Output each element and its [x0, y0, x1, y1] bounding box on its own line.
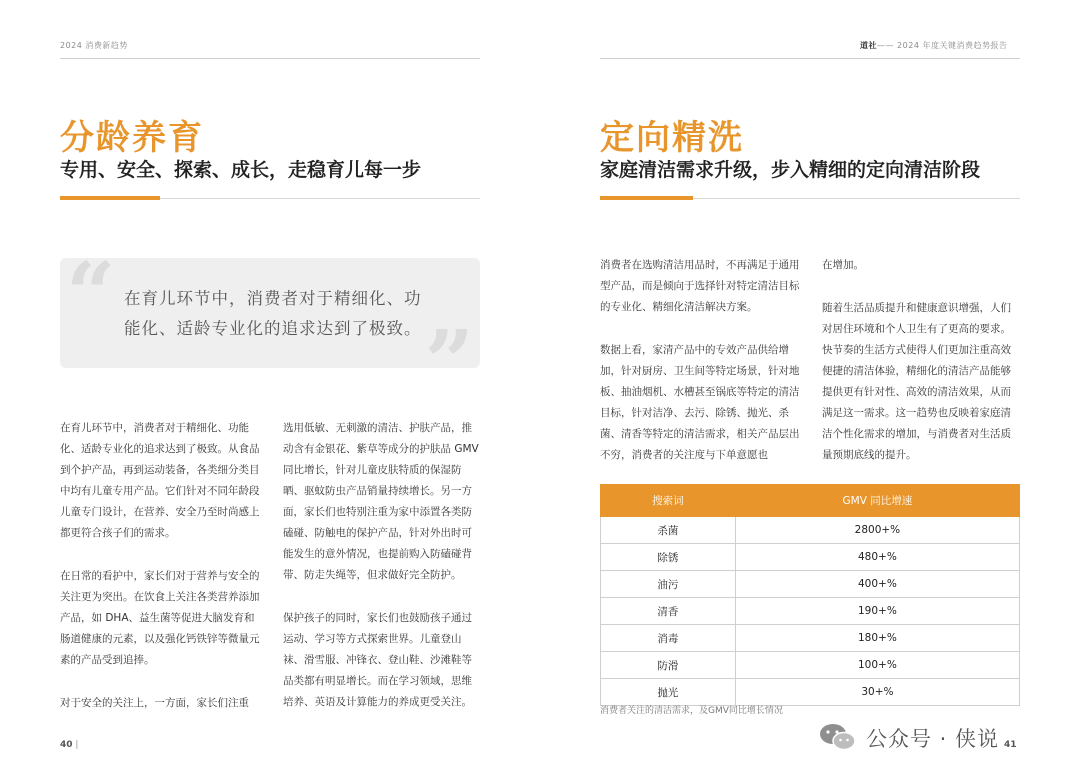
table-cell: 油污 [601, 571, 736, 598]
left-header-rule [60, 58, 480, 59]
table-row [601, 679, 1020, 706]
table-cell: 480+% [735, 544, 1019, 571]
right-section-subtitle: 家庭清洁需求升级，步入精细的定向清洁阶段 [600, 159, 981, 181]
table-cell: 防滑 [601, 652, 736, 679]
left-title-rule [160, 198, 480, 199]
table-cell: 400+% [735, 571, 1019, 598]
column-header: GMV 同比增速 [735, 485, 1019, 517]
open-quote-icon: “ [66, 244, 116, 345]
paragraph: 在增加。 [822, 259, 864, 271]
wechat-icon [818, 722, 858, 752]
right-column-2 [822, 255, 1020, 466]
gmv-table-wrapper [600, 484, 1020, 706]
table-cell: 180+% [735, 625, 1019, 652]
paragraph: 选用低敏、无刺激的清洁、护肤产品，推动含有金银花、紫草等成分的护肤品 GMV 同比增长，针对儿童皮肤特质的保湿防晒、驱蚊防虫产品销量持续增长。另一方面，家长们也特别注重为家中添置各类防磕碰、防触电的保护产品，针对外出时可能发生的意外情况，也提前购入防磕碰背带、防走失绳等，但求做好完全防护。 [283, 422, 479, 581]
table-cell: 消毒 [601, 625, 736, 652]
gmv-growth-table [600, 484, 1020, 706]
table-row [601, 652, 1020, 679]
column-header: 搜索词 [601, 485, 736, 517]
watermark-text: 公众号 · 侠说 [866, 727, 1000, 751]
paragraph: 数据上看，家清产品中的专效产品供给增加，针对厨房、卫生间等特定场景，针对地板、抽油烟机、水槽甚至锅底等特定的清洁目标，针对洁净、去污、除锈、抛光、杀菌、清香等特定的清洁需求，相关产品层出不穷，消费者的关注度与下单意愿也 [600, 344, 800, 461]
table-row [601, 571, 1020, 598]
table-cell: 杀菌 [601, 517, 736, 544]
right-accent-bar [600, 196, 693, 200]
right-column-1 [600, 255, 800, 466]
left-section-subtitle: 专用、安全、探索、成长，走稳育儿每一步 [60, 159, 422, 181]
table-row [601, 517, 1020, 544]
right-section-title: 定向精洗 [600, 118, 744, 158]
paragraph: 消费者在选购清洁用品时，不再满足于通用型产品，而是倾向于选择针对特定清洁目标的专业化、精细化清洁解决方案。 [600, 259, 800, 313]
left-section-title: 分龄养育 [60, 118, 204, 158]
paragraph: 随着生活品质提升和健康意识增强，人们对居住环境和个人卫生有了更高的要求。快节奏的生活方式使得人们更加注重高效便捷的清洁体验，精细化的清洁产品能够提供更有针对性、高效的清洁效果，从而满足这一需求。这一趋势也反映着家庭清洁个性化需求的增加，与消费者对生活质量预期底线的提升。 [822, 302, 1011, 461]
table-cell: 100+% [735, 652, 1019, 679]
table-cell: 清香 [601, 598, 736, 625]
page-number: 40 [60, 740, 73, 750]
right-page-number: 41 [1004, 740, 1017, 750]
left-running-header: 2024 消费新趋势 [60, 41, 128, 50]
right-running-header [860, 40, 1007, 51]
table-row [601, 625, 1020, 652]
pull-quote-box [60, 244, 480, 413]
table-cell: 190+% [735, 598, 1019, 625]
paragraph: 保护孩子的同时，家长们也鼓励孩子通过运动、学习等方式探索世界。儿童登山袜、滑雪服、冲锋衣、登山鞋、沙滩鞋等品类都有明显增长。而在学习领域，思维培养、英语及计算能力的养成更受关注。 [283, 612, 472, 708]
paragraph: 对于安全的关注上，一方面，家长们注重 [60, 697, 249, 709]
right-header-rule [600, 58, 1020, 59]
right-title-rule [693, 198, 1020, 199]
table-cell: 除锈 [601, 544, 736, 571]
pull-quote-text: 在育儿环节中，消费者对于精细化、功能化、适龄专业化的追求达到了极致。 [124, 289, 422, 338]
table-caption: 消费者关注的清洁需求，及GMV同比增长情况 [600, 706, 783, 716]
report-name: —— 2024 年度关键消费趋势报告 [877, 41, 1008, 50]
table-cell: 抛光 [601, 679, 736, 706]
brand-name: 道社 [860, 41, 877, 50]
close-quote-icon: ” [424, 312, 474, 413]
table-row [601, 544, 1020, 571]
paragraph: 在育儿环节中，消费者对于精细化、功能化、适龄专业化的追求达到了极致。从食品到个护产品，再到运动装备，各类细分类目中均有儿童专用产品。它们针对不同年龄段儿童专门设计，在营养、安全乃至时尚感上都更符合孩子们的需求。 [60, 422, 260, 539]
table-cell: 2800+% [735, 517, 1019, 544]
table-row [601, 598, 1020, 625]
paragraph: 在日常的看护中，家长们对于营养与安全的关注更为突出。在饮食上关注各类营养添加产品，如 DHA、益生菌等促进大脑发育和肠道健康的元素，以及强化钙铁锌等微量元素的产品受到追捧。 [60, 570, 260, 666]
left-column-1 [60, 418, 260, 714]
left-page-number: 40 | [60, 740, 79, 750]
left-accent-bar [60, 196, 160, 200]
table-header-row [601, 485, 1020, 517]
table-cell: 30+% [735, 679, 1019, 706]
left-column-2 [283, 418, 481, 713]
